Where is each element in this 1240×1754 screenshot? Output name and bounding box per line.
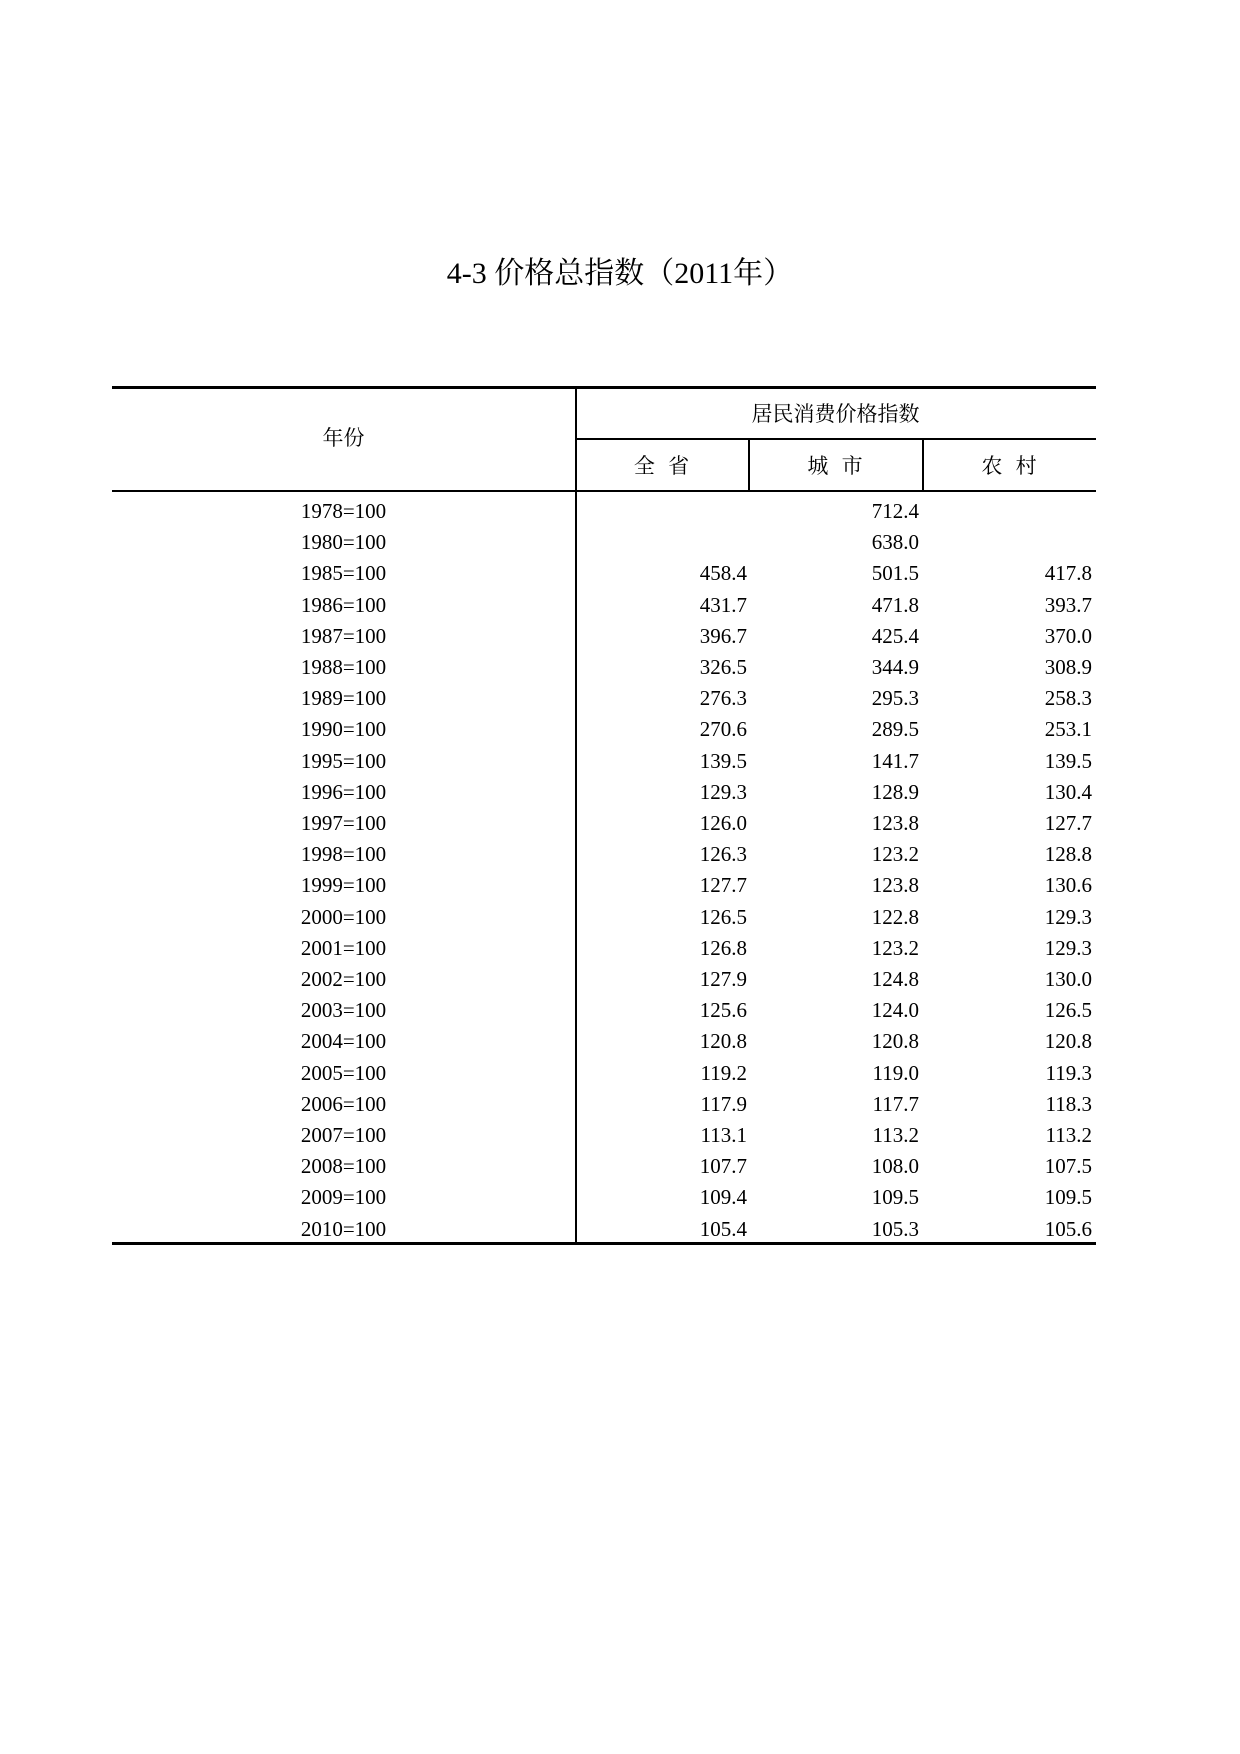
province-value-cell: 270.6 (699, 717, 747, 742)
year-cell: 2008=100 (300, 1154, 387, 1179)
rural-value-cell: 127.7 (1044, 811, 1092, 835)
table-row (112, 558, 1096, 589)
city-value-cell: 123.2 (871, 842, 919, 867)
table-row (112, 590, 1096, 621)
table-row (112, 902, 1096, 933)
rural-value-cell: 393.7 (1044, 592, 1092, 617)
year-cell: 1996=100 (300, 779, 387, 804)
column-header-rural: 农 村 (981, 454, 1037, 478)
city-value-cell: 141.7 (871, 748, 919, 773)
year-cell: 1986=100 (300, 592, 387, 617)
city-value-cell: 123.2 (871, 935, 919, 960)
city-value-cell: 117.7 (872, 1091, 919, 1116)
table-row (112, 1058, 1096, 1089)
rural-value-cell: 253.1 (1044, 717, 1092, 742)
rural-value-cell: 130.0 (1044, 967, 1092, 991)
province-value-cell: 458.4 (699, 561, 747, 586)
province-value-cell: 127.7 (699, 873, 747, 898)
year-cell: 1990=100 (300, 717, 387, 742)
province-value-cell: 126.5 (699, 904, 747, 929)
rural-value-cell: 129.3 (1044, 904, 1092, 929)
rural-value-cell: 308.9 (1044, 655, 1092, 679)
header-bottom-rule (112, 490, 1096, 492)
city-value-cell: 113.2 (872, 1123, 919, 1147)
year-cell: 2001=100 (300, 935, 387, 960)
city-value-cell: 108.0 (871, 1154, 919, 1179)
year-cell: 1999=100 (300, 873, 387, 898)
rural-value-cell: 119.3 (1045, 1060, 1092, 1085)
year-cell: 2006=100 (300, 1091, 387, 1116)
province-value-cell: 119.2 (700, 1060, 747, 1085)
year-cell: 1997=100 (300, 811, 387, 835)
table-row (112, 1151, 1096, 1182)
rural-value-cell: 417.8 (1044, 561, 1092, 586)
table-row (112, 839, 1096, 870)
city-value-cell: 425.4 (871, 623, 919, 648)
year-cell: 1995=100 (300, 748, 387, 773)
city-value-cell: 122.8 (871, 904, 919, 929)
rural-value-cell: 128.8 (1044, 842, 1092, 867)
table-row (112, 621, 1096, 652)
rural-value-cell: 107.5 (1044, 1154, 1092, 1179)
table-row (112, 870, 1096, 901)
rural-value-cell: 130.6 (1044, 873, 1092, 898)
table-row (112, 1182, 1096, 1213)
table-row (112, 652, 1096, 683)
rural-value-cell: 109.5 (1044, 1185, 1092, 1210)
city-value-cell: 638.0 (871, 530, 919, 555)
province-value-cell: 396.7 (699, 623, 747, 648)
table-row (112, 777, 1096, 808)
city-value-cell: 124.8 (871, 967, 919, 991)
column-header-city: 城 市 (807, 454, 863, 478)
year-cell: 2009=100 (300, 1185, 387, 1210)
year-cell: 2003=100 (300, 998, 387, 1023)
rural-value-cell: 258.3 (1044, 686, 1092, 711)
province-value-cell: 126.0 (699, 811, 747, 835)
year-cell: 2010=100 (300, 1216, 387, 1241)
table-row (112, 964, 1096, 995)
rural-value-cell: 105.6 (1044, 1216, 1092, 1241)
table-row (112, 527, 1096, 558)
table-row (112, 1026, 1096, 1057)
group-header-rule (575, 438, 1096, 440)
province-value-cell: 113.1 (700, 1123, 747, 1147)
city-value-cell: 471.8 (871, 592, 919, 617)
year-cell: 2002=100 (300, 967, 387, 991)
table-top-rule (112, 386, 1096, 389)
city-value-cell: 123.8 (871, 873, 919, 898)
rural-value-cell: 370.0 (1044, 623, 1092, 648)
page-title: 4-3 价格总指数（2011年） (446, 257, 794, 290)
city-value-cell: 119.0 (872, 1060, 919, 1085)
rural-value-cell: 118.3 (1045, 1091, 1092, 1116)
province-value-cell: 125.6 (699, 998, 747, 1023)
city-value-cell: 295.3 (871, 686, 919, 711)
province-value-cell: 431.7 (699, 592, 747, 617)
year-cell: 1988=100 (300, 655, 387, 679)
province-value-cell: 126.8 (699, 935, 747, 960)
year-cell: 1998=100 (300, 842, 387, 867)
year-cell: 2004=100 (300, 1029, 387, 1054)
column-header-province: 全 省 (633, 454, 690, 478)
rural-value-cell: 126.5 (1044, 998, 1092, 1023)
table-row (112, 746, 1096, 777)
year-cell: 2005=100 (300, 1060, 387, 1085)
province-value-cell: 120.8 (699, 1029, 747, 1054)
year-cell: 2007=100 (300, 1123, 387, 1147)
table-row (112, 1120, 1096, 1151)
city-value-cell: 109.5 (871, 1185, 919, 1210)
province-value-cell: 127.9 (699, 967, 747, 991)
province-value-cell: 139.5 (699, 748, 747, 773)
province-value-cell: 276.3 (699, 686, 747, 711)
province-value-cell: 326.5 (699, 655, 747, 679)
rural-value-cell: 113.2 (1045, 1123, 1092, 1147)
province-value-cell: 109.4 (699, 1185, 747, 1210)
province-value-cell: 129.3 (699, 779, 747, 804)
table-row (112, 995, 1096, 1026)
province-value-cell: 107.7 (699, 1154, 747, 1179)
table-row (112, 933, 1096, 964)
city-value-cell: 289.5 (871, 717, 919, 742)
rural-value-cell: 129.3 (1044, 935, 1092, 960)
year-cell: 1989=100 (300, 686, 387, 711)
city-value-cell: 128.9 (871, 779, 919, 804)
year-column-header: 年份 (322, 426, 365, 450)
city-value-cell: 712.4 (871, 499, 919, 523)
city-value-cell: 105.3 (871, 1216, 919, 1241)
city-value-cell: 344.9 (871, 655, 919, 679)
year-cell: 2000=100 (300, 904, 387, 929)
rural-value-cell: 139.5 (1044, 748, 1092, 773)
year-cell: 1980=100 (300, 530, 387, 555)
cpi-group-header: 居民消费价格指数 (751, 402, 920, 426)
table-row (112, 496, 1096, 527)
city-value-cell: 120.8 (871, 1029, 919, 1054)
table-row (112, 683, 1096, 714)
province-value-cell: 117.9 (700, 1091, 747, 1116)
rural-value-cell: 130.4 (1044, 779, 1092, 804)
rural-value-cell: 120.8 (1044, 1029, 1092, 1054)
city-value-cell: 124.0 (871, 998, 919, 1023)
table-row (112, 808, 1096, 839)
year-cell: 1987=100 (300, 623, 387, 648)
year-cell: 1985=100 (300, 561, 387, 586)
city-value-cell: 501.5 (871, 561, 919, 586)
province-value-cell: 126.3 (699, 842, 747, 867)
city-value-cell: 123.8 (871, 811, 919, 835)
table-row (112, 1089, 1096, 1120)
year-cell: 1978=100 (300, 499, 387, 523)
table-row (112, 1214, 1096, 1245)
province-value-cell: 105.4 (699, 1216, 747, 1241)
table-row (112, 714, 1096, 745)
